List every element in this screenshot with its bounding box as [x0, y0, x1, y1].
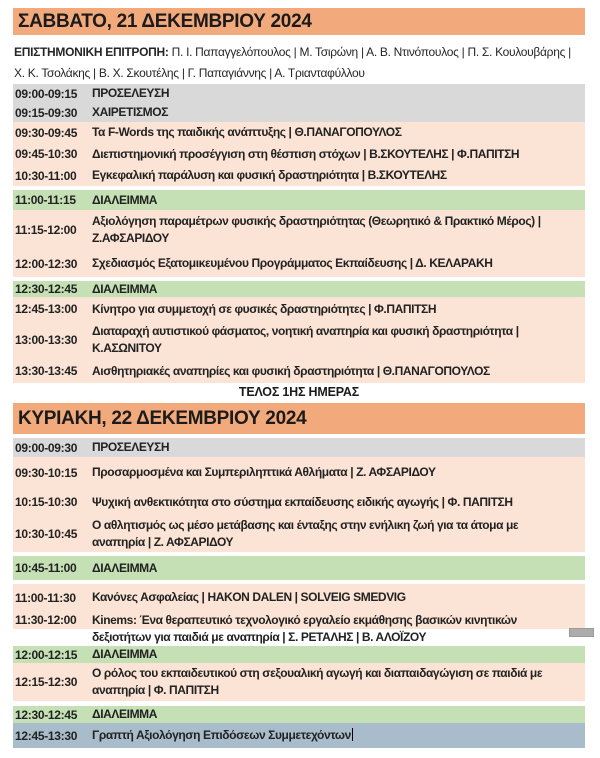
row-title: Ο ρόλος του εκπαιδευτικού στη σεξουαλική αγωγή και διαπαιδαγώγιση σε παιδιά με αναπηρία | Φ. ΠΑΠΙΤΣΗ — [92, 666, 543, 697]
row-title: Εγκεφαλική παράλυση και φυσική δραστηριότητα | Β.ΣΚΟΥΤΕΛΗΣ — [92, 168, 447, 182]
schedule-row-d2-10 — [13, 723, 585, 748]
row-time: 10:15-10:30 — [15, 495, 78, 509]
row-time: 09:00-09:15 — [15, 86, 78, 101]
schedule-row-d2-3 — [13, 516, 585, 552]
row-time: 11:00-11:15 — [15, 193, 76, 207]
row-time: 09:00-09:30 — [15, 440, 78, 455]
row-time: 12:45-13:30 — [15, 728, 78, 743]
break-row-d2-7 — [13, 646, 585, 663]
row-title: Κίνητρο για συμμετοχή σε φυσικές δραστηριότητες | Φ.ΠΑΠΙΤΣΗ — [92, 301, 437, 316]
schedule-row-d1-2 — [13, 122, 585, 143]
row-title: Τα F-Words της παιδικής ανάπτυξης | Θ.ΠΑΝΑΓΟΠΟΥΛΟΣ — [92, 125, 402, 139]
row-title: Αξιολόγηση παραμέτρων φυσικής δραστηριότητας (Θεωρητικό & Πρακτικό Μέρος) | Ζ.ΑΦΣΑΡΙΔΟΥ — [92, 214, 541, 245]
break-row-d1-8 — [13, 281, 585, 297]
committee-label: ΕΠΙΣΤΗΜΟΝΙΚΗ ΕΠΙΤΡΟΠΗ: — [14, 45, 169, 59]
program-document — [13, 0, 585, 748]
row-time: 09:15-09:30 — [15, 105, 78, 120]
row-time: 12:30-12:45 — [15, 282, 78, 296]
row-title: ΠΡΟΣΕΛΕΥΣΗ — [92, 86, 170, 100]
row-time: 11:30-12:00 — [15, 613, 77, 627]
row-time: 12:00-12:15 — [15, 647, 78, 662]
schedule-row-d1-10 — [13, 321, 585, 359]
row-title: Διαταραχή αυτιστικού φάσματος, νοητική αναπηρία και φυσική δραστηριότητα | Κ.ΑΣΩΝΙΤΟΥ — [92, 324, 519, 355]
row-title: Σχεδιασμός Εξατομικευμένου Προγράμματος Εκπαίδευσης | Δ. ΚΕΛΑΡΑΚΗ — [92, 256, 493, 270]
row-title: ΧΑΙΡΕΤΙΣΜΟΣ — [92, 105, 169, 119]
break-row-d2-9 — [13, 706, 585, 723]
day1-header-title: ΣΑΒΒΑΤΟ, 21 ΔΕΚΕΜΒΡΙΟΥ 2024 — [18, 10, 312, 32]
row-time: 13:00-13:30 — [15, 333, 78, 347]
row-title: ΔΙΑΛΕΙΜΜΑ — [92, 560, 158, 575]
schedule-row-d2-2 — [13, 488, 585, 516]
schedule-row-d1-11 — [13, 359, 585, 383]
schedule-row-d1-3 — [13, 143, 585, 165]
text-cursor — [352, 728, 354, 741]
day2-header-title: ΚΥΡΙΑΚΗ, 22 ΔΕΚΕΜΒΡΙΟΥ 2024 — [18, 407, 307, 429]
textbox-overlay-row — [13, 629, 585, 646]
schedule-row-d2-1 — [13, 457, 585, 488]
day1-header — [13, 8, 585, 35]
break-row-d2-4 — [13, 556, 585, 580]
row-time: 10:45-11:00 — [15, 561, 77, 575]
schedule-row-d1-7 — [13, 250, 585, 277]
schedule-row-d1-0 — [13, 84, 585, 103]
schedule-row-d1-6 — [13, 210, 585, 250]
row-time: 09:30-09:45 — [15, 125, 78, 140]
row-title: Ο αθλητισμός ως μέσο μετάβασης και ένταξης στην ενήλικη ζωή για τα άτομα με αναπηρία | Ζ. ΑΦΣΑΡΙΔΟΥ — [92, 518, 519, 549]
row-time: 12:00-12:30 — [15, 256, 78, 271]
row-title: Διεπιστημονική προσέγγιση στη θέσπιση στόχων | Β.ΣΚΟΥΤΕΛΗΣ | Φ.ΠΑΠΙΤΣΗ — [92, 146, 520, 161]
schedule-row-d2-6 — [13, 611, 585, 629]
schedule-row-d2-5 — [13, 584, 585, 611]
break-row-d1-5 — [13, 190, 585, 210]
row-time: 10:30-10:45 — [15, 527, 78, 541]
row-time: 12:45-13:00 — [15, 302, 78, 316]
row-time: 11:00-11:30 — [15, 590, 76, 605]
row-title: ΔΙΑΛΕΙΜΜΑ — [92, 281, 158, 296]
row-title: Κανόνες Ασφαλείας | HAKON DALEN | SOLVEIG SMEDVIG — [92, 590, 406, 604]
row-time: 12:15-12:30 — [15, 675, 78, 689]
day1-end-note: ΤΕΛΟΣ 1ΗΣ ΗΜΕΡΑΣ — [13, 383, 585, 401]
row-title-editing[interactable]: Γραπτή Αξιολόγηση Επιδόσεων Συμμετεχόντων — [92, 727, 579, 744]
row-time: 09:45-10:30 — [15, 147, 78, 161]
row-title: Kinems: Ένα θεραπευτικό τεχνολογικό εργαλείο εκμάθησης βασικών κινητικών — [92, 612, 517, 627]
row-title: ΔΙΑΛΕΙΜΜΑ — [92, 647, 158, 661]
schedule-row-d1-1 — [13, 103, 585, 122]
row-title: ΔΙΑΛΕΙΜΜΑ — [92, 192, 158, 207]
row-time: 11:15-12:00 — [15, 223, 77, 237]
row-title: Αισθητηριακές αναπηρίες και φυσική δραστηριότητα | Θ.ΠΑΝΑΓΟΠΟΥΛΟΣ — [92, 363, 490, 378]
row-time: 09:30-10:15 — [15, 465, 78, 480]
row-time: 12:30-12:45 — [15, 707, 78, 722]
row-title: Προσαρμοσμένα και Συμπεριληπτικά Αθλήματα | Ζ. ΑΦΣΑΡΙΔΟΥ — [92, 465, 436, 479]
row-time: 13:30-13:45 — [15, 364, 78, 378]
row-time: 10:30-11:00 — [15, 168, 77, 183]
schedule-row-d1-9 — [13, 297, 585, 321]
row-title: ΠΡΟΣΕΛΕΥΣΗ — [92, 440, 170, 454]
scientific-committee — [13, 42, 585, 84]
committee-names-1: Π. Ι. Παπαγγελόπουλος | Μ. Τσιρώνη | Α. Β. Ντινόπουλος | Π. Σ. Κουλουβάρης | — [168, 45, 571, 59]
textbox-handle-artifact — [569, 628, 594, 637]
committee-line1 — [14, 42, 585, 63]
row-title: ΔΙΑΛΕΙΜΜΑ — [92, 707, 158, 721]
committee-names-2: Χ. Κ. Τσολάκης | Β. Χ. Σκουτέλης | Γ. Παπαγιάννης | Α. Τριανταφύλλου — [14, 66, 365, 80]
schedule-row-d1-4 — [13, 165, 585, 186]
row-title-continuation: δεξιοτήτων για παιδιά με αναπηρία | Σ. ΡΕΤΑΛΗΣ | Β. ΑΛΟΪΖΟΥ — [92, 630, 427, 644]
day2-header — [13, 403, 585, 434]
row-title: Ψυχική ανθεκτικότητα στο σύστημα εκπαίδευσης ειδικής αγωγής | Φ. ΠΑΠΙΤΣΗ — [92, 494, 513, 509]
schedule-row-d2-0 — [13, 438, 585, 457]
schedule-row-d2-8 — [13, 663, 585, 701]
